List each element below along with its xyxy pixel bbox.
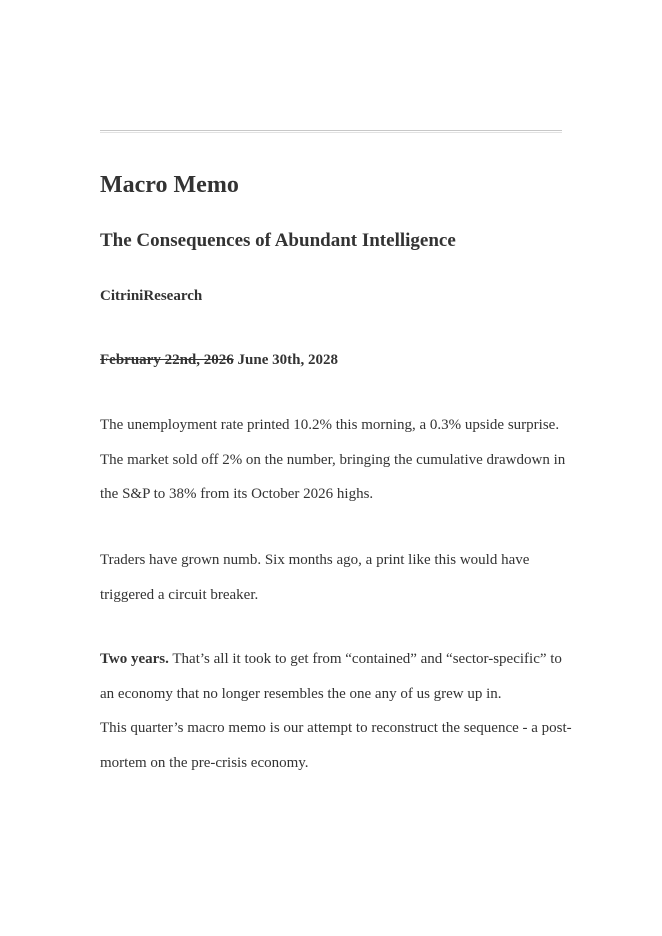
paragraph-unemployment: The unemployment rate printed 10.2% this morning, a 0.3% upside surprise. The market sold off 2% on the number, bringing the cumulative drawdown in the S&P to 38% from its October 2026 highs.	[100, 417, 566, 502]
author-name: CitriniResearch	[100, 288, 203, 304]
current-date: June 30th, 2028	[237, 352, 338, 368]
paragraph-lead-rest: That’s all it took to get from “contained” and “sector-specific” to an economy that no longer resembles the one any of us grew up in.	[100, 651, 562, 702]
top-divider	[100, 130, 562, 133]
paragraph-memo-purpose: This quarter’s macro memo is our attempt to reconstruct the sequence - a post-mortem on the pre-crisis economy.	[100, 720, 572, 771]
paragraph-traders: Traders have grown numb. Six months ago, a print like this would have triggered a circuit breaker.	[100, 552, 530, 603]
struck-date: February 22nd, 2026	[100, 352, 234, 368]
paragraph-lead: Two years.	[100, 651, 169, 667]
page-subtitle: The Consequences of Abundant Intelligence	[100, 230, 456, 251]
page-title: Macro Memo	[100, 172, 239, 198]
paragraph-two-years	[100, 642, 575, 711]
date-line	[100, 350, 338, 370]
